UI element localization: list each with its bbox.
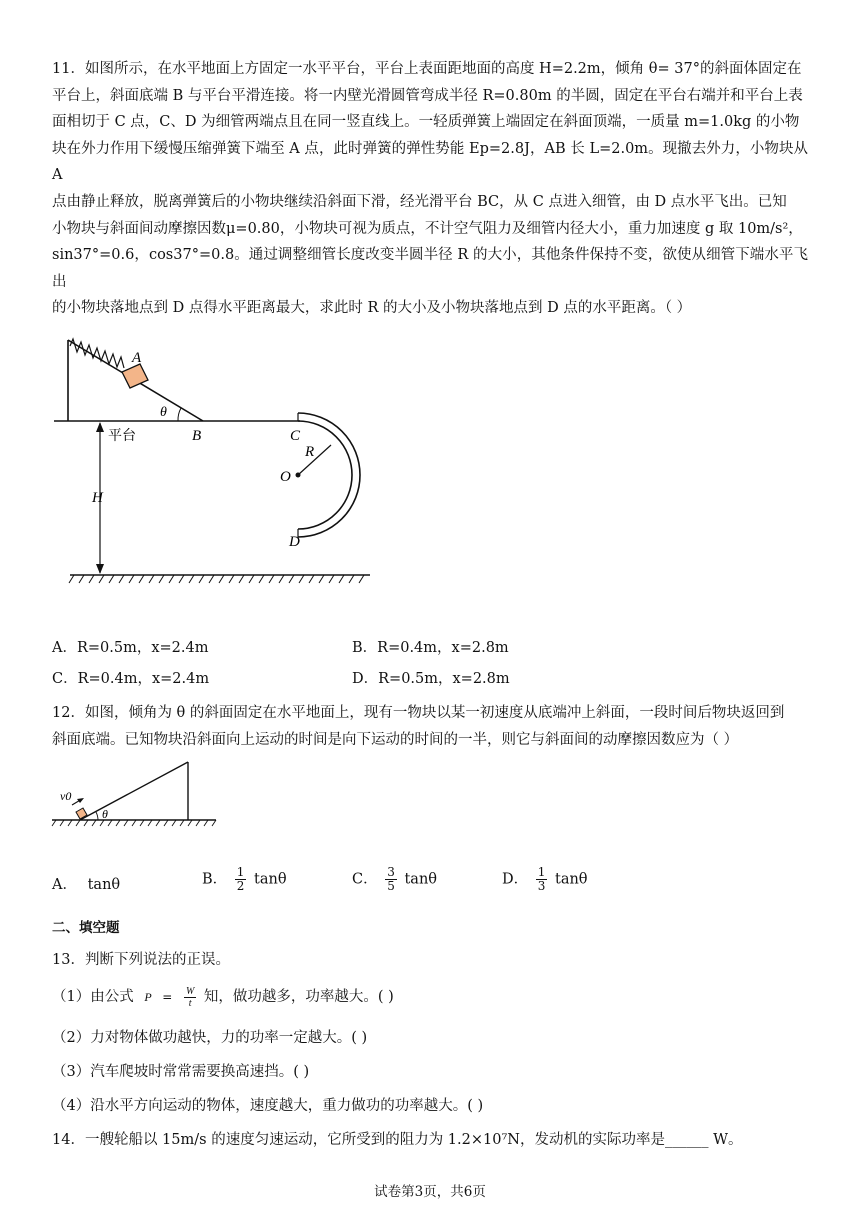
q12-option-b: [202, 866, 287, 893]
velocity-arrow-head: [77, 798, 84, 803]
q12-option-b-fraction: [235, 866, 247, 893]
spring: [70, 339, 124, 368]
q11-line-1: 11．如图所示，在水平地面上方固定一水平平台，平台上表面距地面的高度 H=2.2m，倾角 θ= 37°的斜面体固定在: [52, 61, 802, 77]
center-point: [296, 473, 301, 478]
q12-option-d-numerator: 1: [537, 865, 546, 879]
label-v0: v0: [60, 789, 72, 803]
page-footer: 试卷第3页，共6页: [374, 1184, 486, 1200]
q12-option-c-letter: C．: [352, 871, 378, 888]
height-arrow-top-head: [96, 422, 104, 432]
q11-option-b: B．R=0.4m，x=2.8m: [352, 640, 509, 656]
height-arrow-bottom-head: [96, 564, 104, 574]
formula-equals: =: [162, 990, 173, 1004]
q13-item-4: （4）沿水平方向运动的物体，速度越大，重力做功的功率越大。( ): [52, 1098, 484, 1114]
label-r: R: [305, 444, 315, 460]
q11-line-6: 小物块与斜面间动摩擦因数μ=0.80，小物块可视为质点，不计空气阻力及细管内径大小，重力加速度 g 取 10m/s²，: [52, 220, 803, 237]
q12-option-b-numerator: 1: [236, 865, 245, 879]
q12-figure: [50, 760, 225, 832]
q12-label-theta: θ: [102, 807, 108, 821]
label-h: H: [92, 490, 103, 506]
section-heading: 二、填空题: [52, 920, 120, 936]
label-c: C: [290, 428, 301, 444]
q11-option-c: C．R=0.4m，x=2.4m: [52, 671, 210, 687]
q12-option-a-expr: tanθ: [87, 877, 121, 893]
q12-option-c-fraction: [385, 866, 397, 893]
angle-arc: [178, 408, 181, 421]
question-12-text: [52, 700, 808, 753]
q13-stem: 13．判断下列说法的正误。: [52, 952, 230, 968]
ground: [69, 575, 370, 583]
q11-line-2: 平台上，斜面底端 B 与平台平滑连接。将一内壁光滑圆管弯成半径 R=0.80m 的半圆，固定在平台右端并和平台上表: [52, 87, 803, 104]
semicircle-tube: [298, 413, 360, 537]
q12-ground: [52, 820, 216, 826]
radius-line: [298, 445, 331, 475]
label-platform: 平台: [108, 429, 136, 444]
q12-option-c-denominator: 5: [387, 879, 395, 893]
label-o: O: [280, 469, 291, 485]
q12-option-d: [502, 866, 588, 893]
q12-option-b-denominator: 2: [236, 879, 245, 893]
q13-item-3: （3）汽车爬坡时常常需要换高速挡。( ): [52, 1064, 310, 1080]
formula-fraction: [184, 986, 196, 1009]
q12-line-2: 斜面底端。已知物块沿斜面向上运动的时间是向下运动的时间的一半，则它与斜面间的动摩擦因数应为（ ）: [52, 731, 739, 748]
label-a: A: [132, 350, 142, 366]
q11-line-5: 点由静止释放，脱离弹簧后的小物块继续沿斜面下滑，经光滑平台 BC，从 C 点进入细管，由 D 点水平飞出。已知: [52, 193, 787, 210]
q12-option-a-letter: A．: [52, 877, 77, 893]
q12-slope: [80, 762, 188, 820]
formula-numerator: W: [185, 985, 195, 997]
q12-option-d-letter: D．: [502, 871, 529, 888]
q13-item-1-post: 知，做功越多，功率越大。( ): [203, 989, 394, 1005]
q12-option-d-expr: tanθ: [555, 871, 588, 888]
block-a: [122, 364, 148, 388]
q12-option-c: [352, 866, 437, 893]
q12-option-c-expr: tanθ: [404, 871, 438, 888]
q12-option-d-denominator: 3: [537, 879, 546, 893]
q11-option-d: D．R=0.5m，x=2.8m: [352, 671, 510, 687]
formula-denominator: t: [188, 997, 192, 1009]
q12-option-a: [52, 875, 120, 895]
q12-option-c-numerator: 3: [387, 865, 395, 879]
q12-line-1: 12．如图，倾角为 θ 的斜面固定在水平地面上，现有一物块以某一初速度从底端冲上斜面，一段时间后物块返回到: [52, 705, 785, 721]
q12-option-d-fraction: [536, 866, 548, 893]
q12-angle-arc: [96, 812, 98, 820]
question-11-text: [52, 56, 808, 322]
q11-line-4: 块在外力作用下缓慢压缩弹簧下端至 A 点，此时弹簧的弹性势能 Ep=2.8J，AB 长 L=2.0m。现撤去外力，小物块从 A: [52, 140, 808, 184]
q13-item-2: （2）力对物体做功越快，力的功率一定越大。( ): [52, 1030, 368, 1046]
q12-option-b-letter: B．: [202, 871, 228, 888]
formula-p: P: [144, 990, 152, 1004]
q11-line-7: sin37°=0.6，cos37°=0.8。通过调整细管长度改变半圆半径 R 的大小，其他条件保持不变，欲使从细管下端水平飞出: [52, 247, 808, 290]
label-d: D: [289, 534, 300, 550]
q11-line-8: 的小物块落地点到 D 点得水平距离最大，求此时 R 的大小及小物块落地点到 D 点的水平距离。（ ）: [52, 300, 692, 317]
q13-item-1-pre: （1）由公式: [52, 989, 134, 1005]
label-b: B: [192, 428, 202, 444]
q14-text: 14．一艘轮船以 15m/s 的速度匀速运动，它所受到的阻力为 1.2×10⁷N，发动机的实际功率是______ W。: [52, 1132, 743, 1148]
label-theta: θ: [160, 405, 167, 420]
q12-option-b-expr: tanθ: [254, 871, 287, 888]
q13-item-1: [52, 982, 394, 1012]
q11-figure: [50, 330, 410, 600]
q11-line-3: 面相切于 C 点，C、D 为细管两端点且在同一竖直线上。一轻质弹簧上端固定在斜面顶端，一质量 m=1.0kg 的小物: [52, 114, 800, 131]
q11-option-a: A．R=0.5m，x=2.4m: [52, 640, 209, 656]
